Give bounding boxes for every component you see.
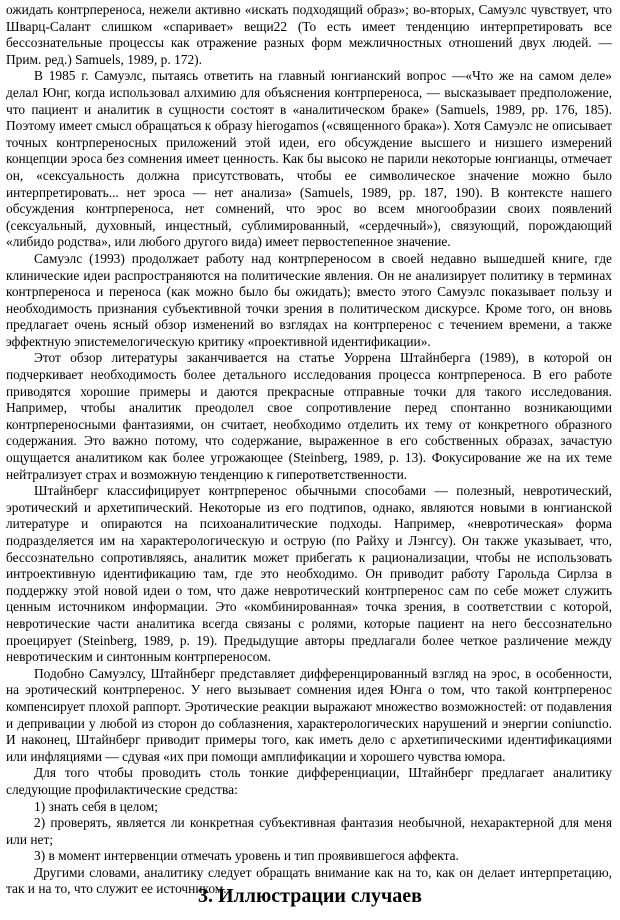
- section-heading: 3. Иллюстрации случаев: [198, 885, 422, 907]
- paragraph-1: ожидать контрпереноса, нежели активно «искать подходящий образ»; во-вторых, Самуэлс чувствует, что Шварц-Салант слишком «спаривает» вещи22 (То есть имеет тенденцию интерпретировать все бессознательные процессы как отражение разных форм межличностных отношений двух людей. — Прим. ред.) Samuels, 1989, p. 172).: [6, 2, 612, 67]
- paragraph-8: Другими словами, аналитику следует обращать внимание как на то, как он делает интерпретацию, так и на то, что служит ее источником.: [6, 864, 612, 897]
- paragraph-7: Для того чтобы проводить столь тонкие дифференциации, Штайнберг предлагает аналитику следующие профилактические средства:: [6, 765, 612, 797]
- paragraph-5: Штайнберг классифицирует контрперенос обычными способами — полезный, невротический, эротический и архетипический. Некоторые из его подтипов, однако, являются новыми в юнгианской литературе и опираются на психоаналитические подходы. Например, «невротическая» форма подразделяется им на характерологическую и острую (по Райху и Лэнгсу). Он также указывает, что, бессознательно сопротивляясь, аналитик может прибегать к рационализации, чтобы не использовать интроективную идентификацию там, где это необходимо. Он приводит работу Гарольда Сирлза в поддержку этой новой идеи о том, что даже невротический контрперенос сам по себе может служить ценным источником информации. Это «комбинированная» точка зрения, в соответствии с которой, невротические части аналитика всегда связаны с ролями, которые пациент на него бессознательно проецирует (Steinberg, 1989, p. 19). Предыдущие авторы предлагали более четкое различение между невротическим и синтонным контрпереносом.: [6, 483, 612, 665]
- list-item-3: 3) в момент интервенции отмечать уровень и тип проявившегося аффекта.: [34, 848, 459, 864]
- paragraph-4: Этот обзор литературы заканчивается на статье Уоррена Штайнберга (1989), в которой он подчеркивает необходимость более детального исследования процесса контрпереноса. В его работе приводятся хорошие примеры и даются прекрасные отправные точки для такого исследования. Например, чтобы аналитик преодолел свое сопротивление перед спонтанно возникающими контрпереносными фантазиями, он считает, необходимо отделить их тему от конкретного образного содержания. Это важно потому, что содержание, выраженное в его собственных образах, зачастую ощущается аналитиком как более угрожающее (Steinberg, 1989, p. 13). Фокусирование же на их теме нейтрализует страх и возможную тенденцию к гиперответственности.: [6, 350, 612, 482]
- paragraph-2: В 1985 г. Самуэлс, пытаясь ответить на главный юнгианский вопрос —«Что же на самом деле» делал Юнг, когда использовал алхимию для объяснения контрпереноса, — высказывает предположение, что пациент и аналитик в сущности состоят в «аналитическом браке» (Samuels, 1989, pp. 176, 185). Поэтому имеет смысл обращаться к образу hierogamos («священного брака»). Хотя Самуэлс не описывает точных контрпереносных приложений этой идеи, его обсуждение высшего и низшего измерений концепции эроса без сомнения имеет ценность. Как бы высоко не парили некоторые юнгианцы, отмечает он, «сексуальность должна присутствовать, чтобы ее символическое значение можно было интерпретировать... нет эроса — нет анализа» (Samuels, 1989, pp. 187, 190). В контексте нашего обсуждения контрпереноса, нет сомнений, что эрос во всем многообразии своих появлений (сексуальный, духовный, инцестный, сублимированный, «сердечный»), связующий, порождающий «либидо родства», или любого другого вида) имеет первостепенное значение.: [6, 68, 612, 250]
- list-item-1: 1) знать себя в целом;: [34, 798, 158, 814]
- document-body: [6, 2, 612, 898]
- list-item-2: 2) проверять, является ли конкретная субъективная фантазия необычной, нехарактерной для меня или нет;: [6, 815, 612, 847]
- paragraph-6: Подобно Самуэлсу, Штайнберг представляет дифференцированный взгляд на эрос, в особенности, на эротический контрперенос. У него вызывает сомнения идея Юнга о том, что такой контрперенос компенсирует плохой раппорт. Эротические реакции выражают множество возможностей: от подавления и депривации у любой из сторон до соблазнения, характерологических нарушений и энергии coniunctio. И наконец, Штайнберг приводит примеры того, как иметь дело с архетипическими идентификациями или инфляциями — сдувая «их при помощи амплификации и хорошего чувства юмора.: [6, 665, 612, 764]
- paragraph-3: Самуэлс (1993) продолжает работу над контрпереносом в своей недавно вышедшей книге, где клинические идеи распространяются на политические явления. Он не анализирует политику в терминах контрпереноса и переноса (как можно было бы ожидать); вместо этого Самуэлс показывает пользу и необходимость признания субъективной точки зрения в политическом дискурсе. Кроме того, он вновь предлагает очень ясный обзор изменений во взглядах на контрперенос с течением времени, а также эффектную эпистемелогическую критику «проективной идентификации».: [6, 250, 612, 349]
